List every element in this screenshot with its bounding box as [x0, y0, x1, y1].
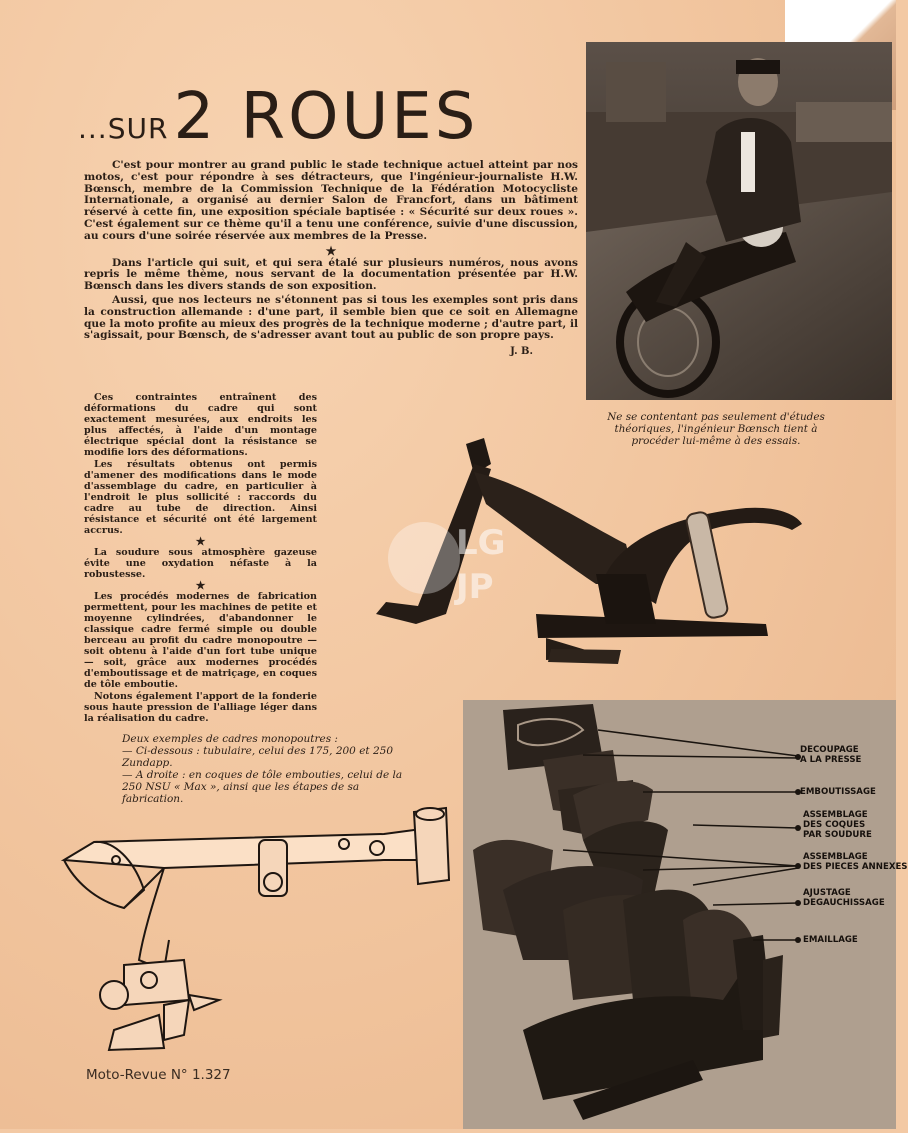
step-label — [803, 935, 858, 945]
page-footer — [86, 1067, 231, 1083]
watermark-text: JP — [456, 567, 494, 607]
article-title — [78, 80, 578, 154]
signature: J. B. — [510, 346, 533, 358]
star-separator: ★ — [195, 535, 206, 548]
title-prefix: ...SUR — [78, 112, 169, 145]
step-label — [803, 852, 908, 872]
step-label — [803, 888, 885, 908]
frame-drawing — [356, 424, 808, 672]
step-label-line: EMAILLAGE — [803, 935, 858, 945]
rider-photo-image — [586, 42, 892, 400]
magazine-name: Moto-Revue — [86, 1067, 167, 1083]
column-paragraph: La soudure sous atmosphère gazeuse évite une oxydation néfaste à la robustesse. — [84, 547, 317, 580]
rider-photo — [586, 42, 892, 400]
title-main: 2 ROUES — [173, 80, 479, 154]
step-label — [800, 745, 861, 765]
step-label-line: DES COQUES — [803, 820, 866, 830]
watermark-text: LG — [456, 523, 506, 563]
step-label — [800, 787, 876, 797]
step-label-line: PAR SOUDURE — [803, 830, 872, 840]
column-paragraph: Ces contraintes entraînent des déformations du cadre qui sont exactement mesurées, aux endroits les plus affectés, à l'aide d'un montage électrique spécial dont la résistance se modifie lors des déformations. — [84, 392, 317, 458]
intro-text — [84, 160, 578, 358]
step-label — [803, 810, 872, 840]
step-label-line: EMBOUTISSAGE — [800, 787, 876, 797]
examples-caption — [122, 733, 412, 805]
fabrication-steps-photo — [463, 700, 908, 1129]
issue-number: N° 1.327 — [170, 1067, 231, 1083]
pressed-frame-illustration — [356, 424, 808, 672]
intro-paragraph: Aussi, que nos lecteurs ne s'étonnent pas si tous les exemples sont pris dans la construction allemande : d'une part, il semble bien que ce soit en Allemagne que la moto profite au mieux des progrès de la technique moderne ; d'autre part, il s'agissait, pour Bœnsch, de s'adresser avant tout au public de son propre pays. — [84, 293, 578, 342]
step-label-line: DES PIECES ANNEXES — [803, 862, 908, 872]
caption-line: Deux exemples de cadres monopoutres : — [122, 733, 338, 745]
rider-photo-caption: Ne se contentant pas seulement d'études théoriques, l'ingénieur Bœnsch tient à procéder lui-même à des essais. — [607, 411, 825, 447]
intro-paragraph: C'est pour montrer au grand public le stade technique actuel atteint par nos motos, c'est pour répondre à ses détracteurs, que l'ingénieur-journaliste H.W. Bœnsch, membre de la Commission Technique de la Fédération Motocycliste Internationale, a organisé au dernier Salon de Francfort, dans un bâtiment réservé à cette fin, une exposition spéciale baptisée : « Sécurité sur deux roues ». C'est également sur ce thème qu'il a tenu une conférence, suivie d'une discussion, au cours d'une soirée réservée aux membres de la Presse. — [84, 159, 578, 242]
tube-frame-drawing — [54, 800, 459, 1055]
step-label-line: ASSEMBLAGE — [803, 810, 868, 820]
step-label-line: ASSEMBLAGE — [803, 852, 868, 862]
caption-line: — A droite : en coques de tôle embouties, celui de la 250 NSU « Max », ainsi que les étapes de sa fabrication. — [122, 769, 403, 805]
caption-line: — Ci-dessous : tubulaire, celui des 175, 200 et 250 Zundapp. — [122, 745, 394, 769]
column-paragraph: Les procédés modernes de fabrication permettent, pour les machines de petite et moyenne cylindrées, d'abandonner le classique cadre fermé simple ou double berceau au profit du cadre monopoutre — soit obtenu à l'aide d'un fort tube unique — soit, grâce aux modernes procédés d'emboutissage et de matriçage, en coques de tôle emboutie. — [84, 591, 317, 690]
step-label-line: AJUSTAGE — [803, 888, 851, 898]
column-text — [84, 392, 317, 725]
column-paragraph: Notons également l'apport de la fonderie sous haute pression de l'alliage léger dans la réalisation du cadre. — [84, 691, 317, 724]
column-paragraph: Les résultats obtenus ont permis d'amener des modifications dans le mode d'assemblage du cadre, en particulier à l'endroit le plus sollicité : raccords du cadre au tube de direction. Ainsi résistance et sécurité ont été largement accrus. — [84, 459, 317, 536]
step-label-line: A LA PRESSE — [800, 755, 862, 765]
step-label-line: DECOUPAGE — [800, 745, 859, 755]
star-separator: ★ — [325, 243, 337, 258]
step-label-line: DEGAUCHISSAGE — [803, 898, 885, 908]
intro-paragraph: Dans l'article qui suit, et qui sera étalé sur plusieurs numéros, nous avons repris le même thème, nous servant de la documentation présentée par H.W. Bœnsch dans les divers stands de son exposition. — [84, 256, 578, 293]
star-separator: ★ — [195, 579, 206, 592]
tubular-frame-illustration — [54, 800, 459, 1055]
